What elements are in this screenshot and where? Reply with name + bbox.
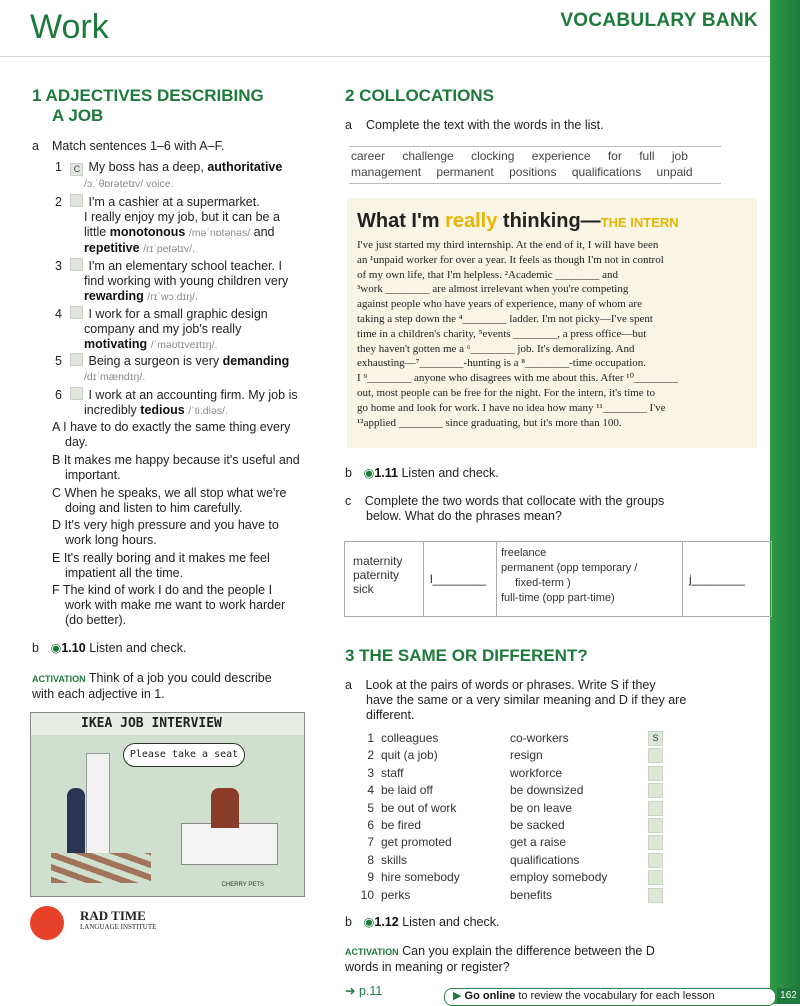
answer-box-3[interactable]	[70, 258, 83, 271]
pair-row: 3 staff workforce	[360, 766, 670, 783]
cartoon-image	[30, 712, 305, 897]
intern-text-box	[347, 198, 757, 448]
pair-row: 4 be laid off be downsized	[360, 783, 670, 800]
option-C: C When he speaks, we all stop what we're doing and listen to him carefully.	[52, 486, 287, 515]
option-E: E It's really boring and it makes me feel impatient all the time.	[52, 551, 270, 580]
match-item-1: 1 C My boss has a deep, authoritative /ɔːˈθɒrətetɪv/ voice.	[55, 160, 283, 190]
pair-row: 8 skills qualifications	[360, 853, 670, 870]
match-item-5: 5 Being a surgeon is very demanding /dɪˈmændɪŋ/.	[55, 354, 290, 383]
answer-square[interactable]	[648, 801, 663, 816]
page-edge-bar	[770, 0, 800, 1004]
s2a-instruction: Complete the text with the words in the list.	[366, 118, 604, 132]
s2a-label: a	[345, 118, 352, 132]
s3b-row: b ◉1.12 Listen and check.	[345, 915, 500, 929]
answer-square[interactable]	[648, 783, 663, 798]
table-blank-j[interactable]: j________	[689, 572, 746, 586]
option-B: B It makes me happy because it's useful and important.	[52, 453, 300, 482]
answer-box-4[interactable]	[70, 306, 83, 319]
speech-bubble: Please take a seat	[123, 743, 245, 767]
go-online-link[interactable]: ▶ Go online to review the vocabulary for each lesson	[444, 988, 776, 1006]
pair-row: 1 colleagues co-workers S	[360, 731, 670, 748]
logo-name: RAD TIME	[80, 908, 146, 923]
section1-heading: 1 ADJECTIVES DESCRIBING	[32, 86, 264, 105]
page-title: Work	[30, 8, 109, 46]
answer-box-2[interactable]	[70, 194, 83, 207]
page-ref-link[interactable]: ➜ p.11	[345, 984, 383, 998]
pair-row: 9 hire somebody employ somebody	[360, 870, 670, 887]
s1a-label: a	[32, 139, 39, 153]
pairs-list	[360, 731, 670, 905]
audio-icon[interactable]: ◉	[363, 915, 375, 929]
answer-box-6[interactable]	[70, 387, 83, 400]
intern-paragraph: I've just started my third internship. At the end of it, I will have been an ¹unpaid worker for over a year. It feels as though I'm not in control of my own life, that I'm helpless. ²Academic ________ and ³work ________ are almost irrelevant when you're competing against people who have years of experience, many of whom are taking a step down the ⁴________ ladder. I'm not picky—I've spent time in a children's charity, ⁵events ________, a press office—but they haven't gotten me a ⁶________ job. It's demoralizing. And exhausting—⁷________-hunting is a ⁸________-time occupation. I ⁹________ anyone who disagrees with me about this. After ¹⁰________ out, most people can be free for the night. For the intern, it's time to go home and look for work. I have no idea how many ¹¹________ I've ¹²applied ________ since graduating, but it's more than 100.	[357, 239, 679, 429]
answer-box-5[interactable]	[70, 353, 83, 366]
s1-activation: ACTIVATION Think of a job you could describe with each adjective in 1.	[32, 671, 272, 701]
s3a-instruction: a Look at the pairs of words or phrases. Write S if they have the same or a very similar meaning and D if they are different.	[345, 678, 687, 722]
pair-row: 10 perks benefits	[360, 888, 670, 905]
option-A: A I have to do exactly the same thing every day.	[52, 420, 291, 449]
match-item-4: 4 I work for a small graphic design company and my job's really motivating /ˈməʊtɪveɪtɪŋ/.	[55, 307, 268, 351]
header-divider	[0, 56, 770, 57]
section1-heading-line2: A JOB	[52, 106, 104, 125]
word-list-line1: career challenge clocking experience for full job	[351, 149, 688, 163]
audio-icon[interactable]: ◉	[363, 466, 375, 480]
answer-square[interactable]	[648, 748, 663, 763]
word-list-line2: management permanent positions qualifications unpaid	[351, 165, 693, 179]
table-col3: freelance permanent (opp temporary / fixed-term ) full-time (opp part-time)	[497, 542, 683, 616]
match-item-3: 3 I'm an elementary school teacher. I find working with young children very rewarding /rɪˈwɔːdɪŋ/.	[55, 259, 289, 303]
logo-subtitle: LANGUAGE INSTITUTE	[80, 923, 157, 931]
audio-icon[interactable]: ◉	[50, 641, 62, 655]
match-item-2: 2 I'm a cashier at a supermarket. I really enjoy my job, but it can be a little monotonous /məˈnɒtənəs/ and repetitive /rɪˈpetətɪv/.	[55, 195, 280, 255]
rad-time-logo-icon	[30, 906, 64, 940]
cartoon-title: IKEA JOB INTERVIEW	[31, 713, 304, 735]
match-item-6: 6 I work at an accounting firm. My job is incredibly tedious /ˈtiːdiəs/.	[55, 388, 298, 417]
table-blank-l[interactable]: l________	[424, 542, 497, 616]
pair-row: 2 quit (a job) resign	[360, 748, 670, 765]
option-D: D It's very high pressure and you have to work long hours.	[52, 518, 279, 547]
furniture-pieces	[51, 853, 151, 883]
answer-square[interactable]	[648, 818, 663, 833]
answer-square[interactable]	[648, 835, 663, 850]
page-number: 162	[777, 988, 800, 1004]
s1b-row: b ◉1.10 Listen and check.	[32, 641, 187, 655]
interviewer-figure	[211, 788, 239, 828]
desk-shape	[181, 823, 278, 865]
answer-square[interactable]	[648, 870, 663, 885]
pair-row: 7 get promoted get a raise	[360, 835, 670, 852]
collocation-table	[344, 541, 772, 617]
arrow-right-icon: ➜	[345, 984, 356, 998]
section2-heading: 2 COLLOCATIONS	[345, 86, 494, 105]
pair-row: 5 be out of work be on leave	[360, 801, 670, 818]
option-F: F The kind of work I do and the people I work with make me want to work harder (do better).	[52, 583, 286, 627]
s3-activation: ACTIVATION Can you explain the difference between the D words in meaning or register?	[345, 944, 655, 974]
intern-title: What I'm really thinking—THE INTERN	[357, 210, 679, 232]
man-figure	[67, 788, 85, 863]
answer-square[interactable]: S	[648, 731, 663, 746]
vocabulary-bank-label: VOCABULARY BANK	[560, 10, 758, 31]
cartoon-signature: CHERRY PETS	[221, 882, 264, 888]
answer-square[interactable]	[648, 888, 663, 903]
answer-square[interactable]	[648, 766, 663, 781]
section3-heading: 3 THE SAME OR DIFFERENT?	[345, 646, 588, 665]
answer-box-1[interactable]: C	[70, 163, 83, 176]
answer-square[interactable]	[648, 853, 663, 868]
table-col1: maternity paternity sick	[345, 542, 424, 616]
s2b-row: b ◉1.11 Listen and check.	[345, 466, 499, 480]
play-icon: ▶	[453, 990, 462, 1002]
s1a-instruction: Match sentences 1–6 with A–F.	[52, 139, 225, 153]
pair-row: 6 be fired be sacked	[360, 818, 670, 835]
s2c-row: c Complete the two words that collocate with the groups below. What do the phrases mean?	[345, 494, 665, 523]
